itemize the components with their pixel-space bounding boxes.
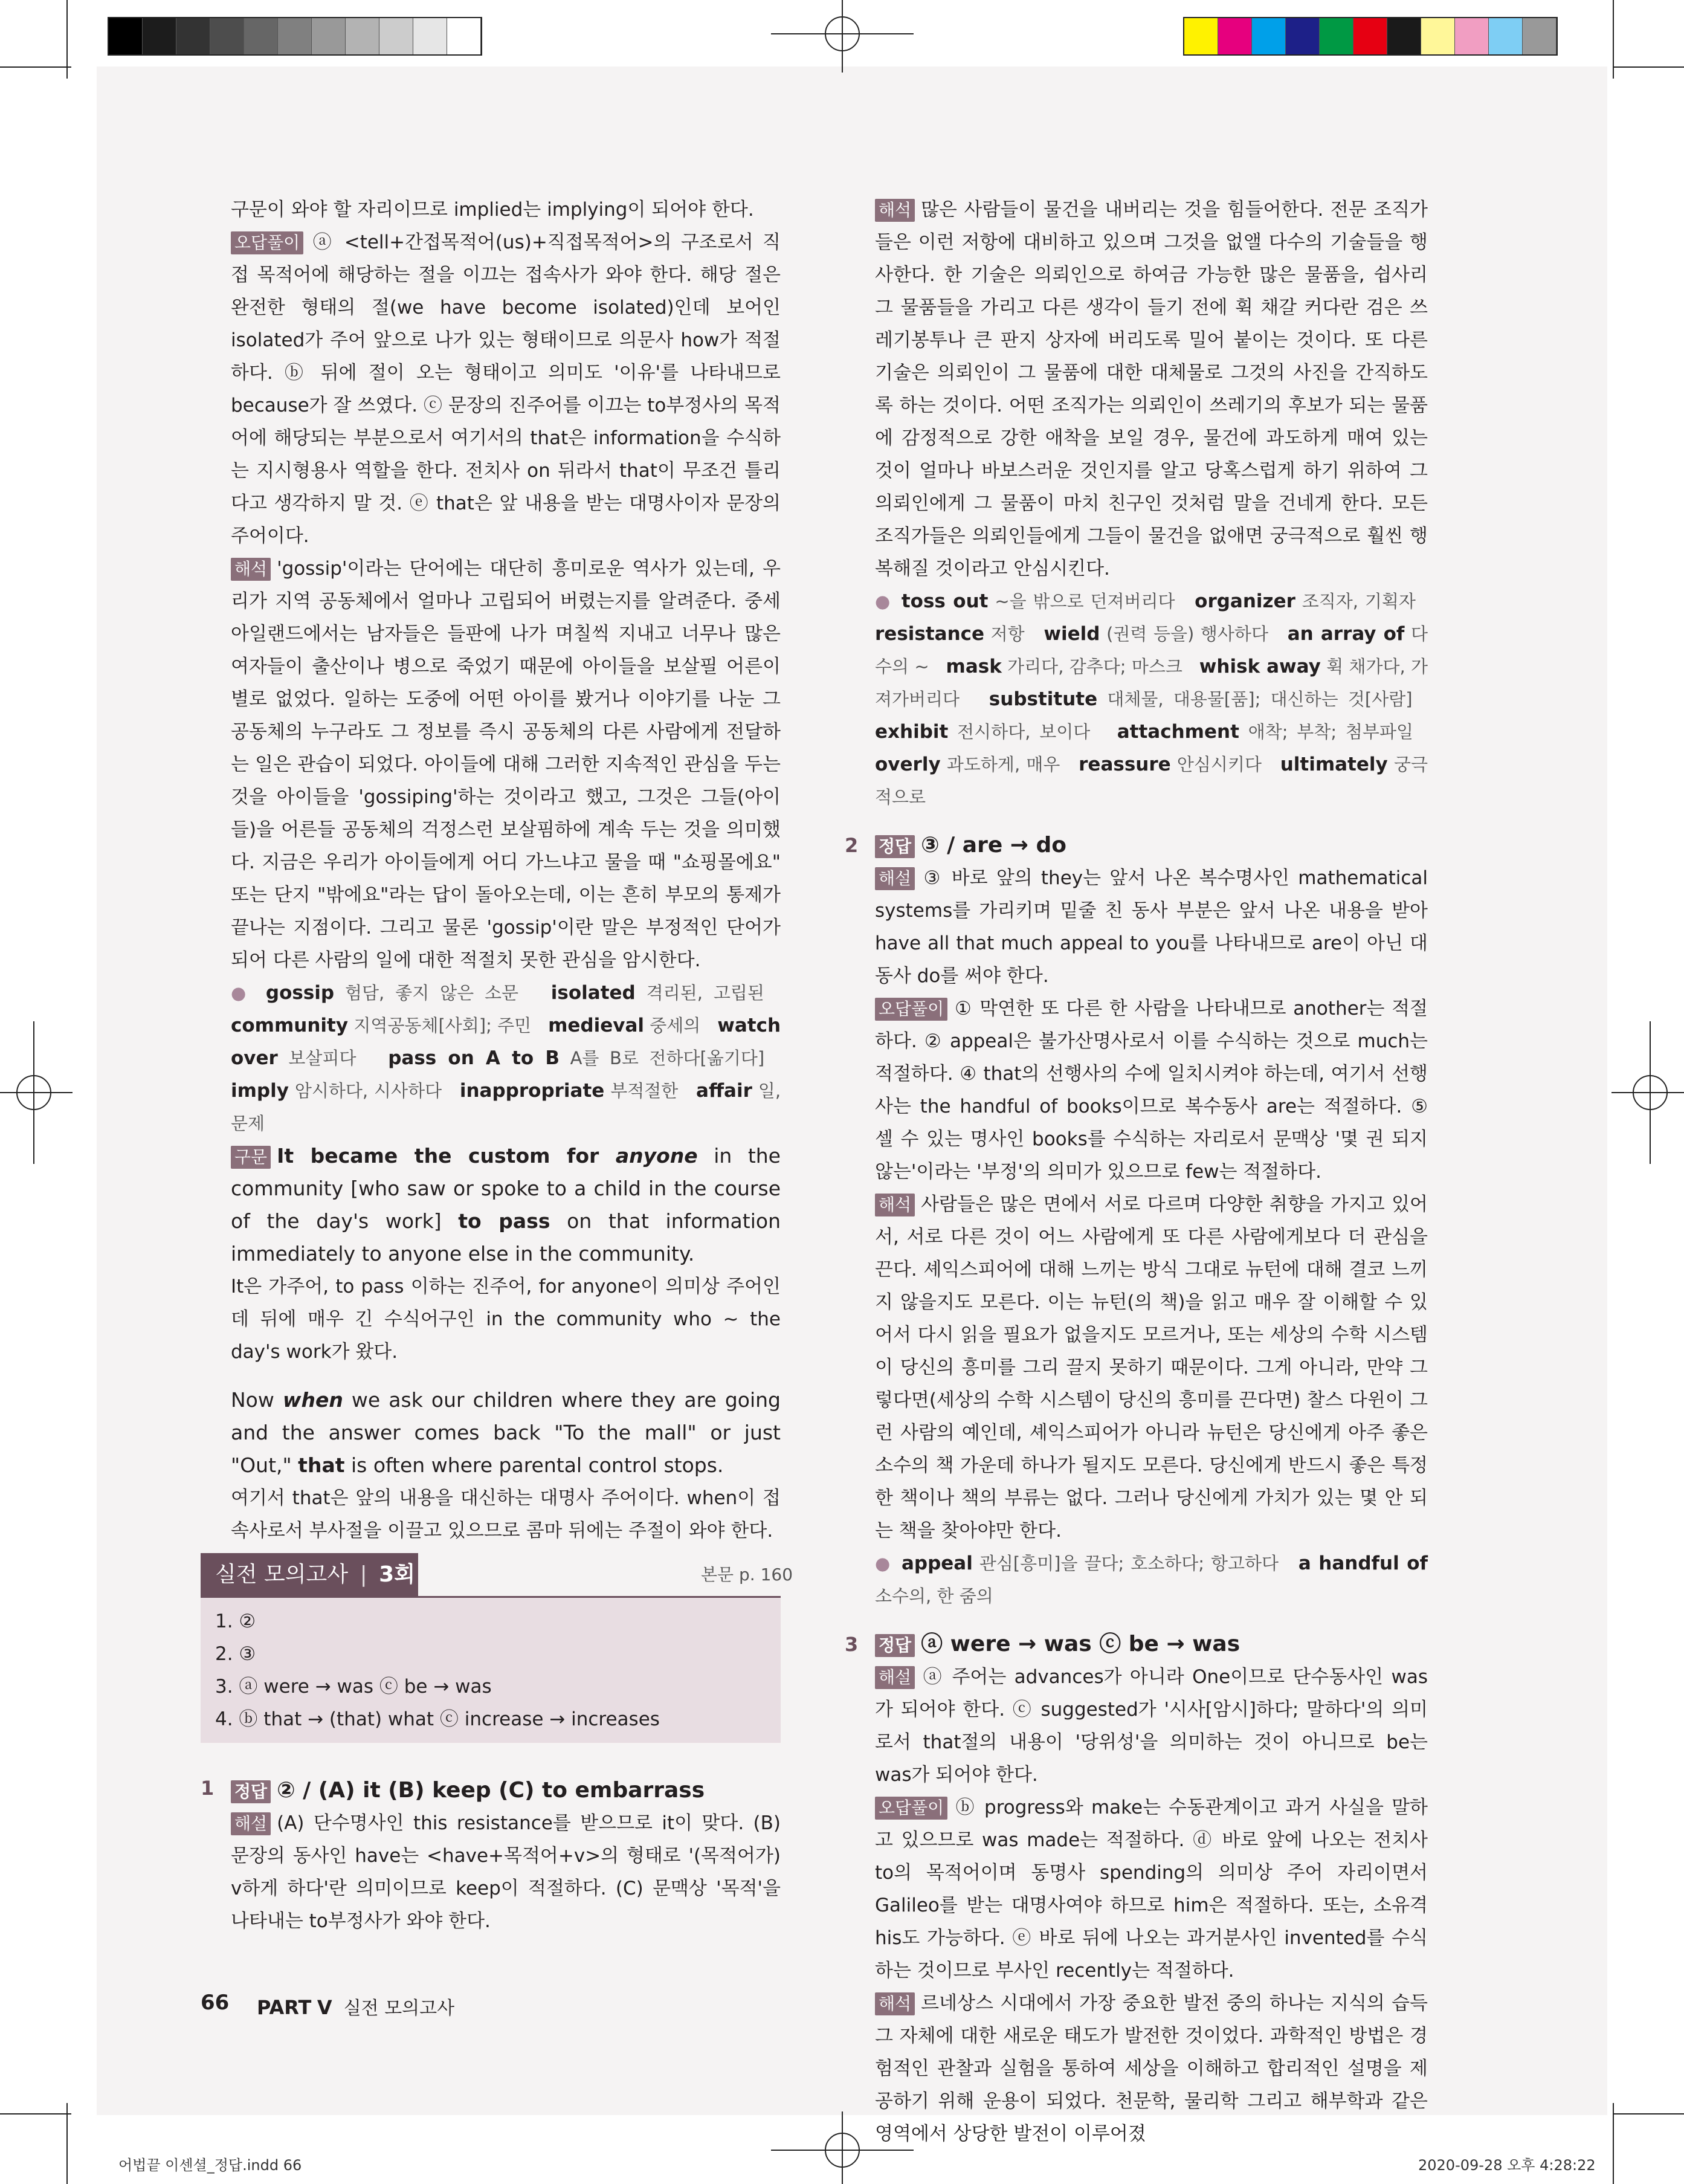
bullet-icon: ● <box>875 591 891 612</box>
registration-mark-left <box>0 1021 73 1164</box>
vocabulary-list <box>231 977 781 1140</box>
paragraph-continuation: 구문이 와야 할 자리이므로 implied는 implying이 되어야 한다. <box>231 199 754 221</box>
color-swatch <box>176 18 210 54</box>
translation-text: 'gossip'이라는 단어에는 대단히 흥미로운 역사가 있는데, 우리가 지역 공동체에서 얼마나 고립되어 버렸는지를 알려준다. 중세 아일랜드에서는 남자들은 들판에 나가 며칠씩 지내고 너무나 많은 여자들이 출산이나 병으로 죽었기 때문에 아이들을 보살필 어른이 별로 없었다. 일하는 도중에 어떤 아이를 봤거나 이야기를 나눈 그 공동체의 누구라도 그 정보를 즉시 공동체의 다른 사람에게 전달하는 일은 관습이 되었다. 아이들에 대해 그러한 지속적인 관심을 두는 것을 아이들을 'gossiping'하는 것이라고 했고, 그것은 그들(아이들)을 어른들 공동체의 걱정스런 보살핌하에 계속 두는 것을 의미했다. 지금은 우리가 아이들에게 어디 가느냐고 물을 때 "쇼핑몰에요" 또는 단지 "밖에요"라는 답이 돌아오는데, 이는 흔히 부모의 통제가 끝나는 지점이다. 그리고 물론 'gossip'이란 말은 부정적인 단어가 되어 다른 사람의 일에 대한 적절치 못한 관심을 암시한다. <box>231 558 781 971</box>
vocab-entry: appeal 관심[흥미]을 끌다; 호소하다; 항고하다 <box>901 1552 1279 1574</box>
syntax-sentence: 구문 It became the custom for anyone in the community [who saw or spoke to a child in the course of the day's work] to pass on that information immediately to anyone else in the community. <box>231 1144 781 1265</box>
test-box-header <box>201 1553 418 1597</box>
color-swatch <box>1252 18 1286 54</box>
vocab-entry: reassure 안심시키다 <box>1079 754 1262 775</box>
color-swatch <box>244 18 278 54</box>
color-swatch <box>109 18 143 54</box>
color-swatch <box>1421 18 1455 54</box>
vocab-entry: attachment 애착; 부착; 첨부파일 <box>1117 721 1413 743</box>
crop-mark <box>1613 0 1614 79</box>
answer-item: 4. ⓑ that → (that) what ⓒ increase → increases <box>215 1708 660 1730</box>
answer-text: ⓐ were → was ⓒ be → was <box>921 1632 1240 1656</box>
vocab-entry: mask 가리다, 감추다; 마스크 <box>946 656 1182 677</box>
vocab-entry: ultimately 궁극적으로 <box>875 754 1428 807</box>
translation-paragraph: 해석 르네상스 시대에서 가장 중요한 발전 중의 하나는 지식의 습득 그 자체에 대한 새로운 태도가 발전한 것이었다. 과학적인 방법은 경험적인 관찰과 실험을 통하여 세상을 이해하고 합리적인 설명을 제공하기 위해 운용이 되었다. 천문학, 물리학 그리고 해부학과 같은 영역에서 상당한 발전이 이루어졌 <box>875 1992 1428 2145</box>
color-swatch <box>1320 18 1353 54</box>
wrong-answer-tag: 오답풀이 <box>875 998 947 1021</box>
color-swatch <box>143 18 176 54</box>
question-number: 1 <box>201 1777 215 1800</box>
vocab-entry: exhibit 전시하다, 보이다 <box>875 721 1091 743</box>
question-1-block <box>231 1774 781 1937</box>
vocab-entry: overly 과도하게, 매우 <box>875 754 1060 775</box>
answer-tag: 정답 <box>875 835 915 858</box>
vocab-entry: imply 암시하다, 시사하다 <box>231 1080 442 1102</box>
answer-line <box>845 1628 1428 1661</box>
vocab-entry: watch over 보살피다 <box>231 1015 781 1069</box>
vocab-entry: isolated 격리된, 고립된 <box>550 982 764 1004</box>
wrong-answer-explanation: 오답풀이 ⓑ progress와 make는 수동관계이고 과거 사실을 말하고 있으므로 was made는 적절하다. ⓓ 바로 앞에 나오는 전치사 to의 목적어이며 동명사 spending의 의미상 주어 자리이면서 Galileo를 받는 대명사여야 하므로 him은 적절하다. 또는, 소유격 his도 가능하다. ⓔ 바로 뒤에 나오는 과거분사인 invented를 수식하는 것이므로 부사인 recently는 적절하다. <box>875 1797 1428 1982</box>
color-swatch <box>1387 18 1421 54</box>
vocab-entry: an array of 다수의 ~ <box>875 623 1428 677</box>
page-reference: 본문 p. 160 <box>701 1565 793 1585</box>
question-number: 3 <box>845 1633 859 1656</box>
color-swatch <box>210 18 244 54</box>
answer-text: ③ / are → do <box>921 833 1066 858</box>
explanation-paragraph: 해설 (A) 단수명사인 this resistance를 받으므로 it이 맞다. (B) 문장의 동사인 have는 <have+목적어+v>의 형태로 '(목적어가) v하게 하다'란 의미이므로 keep이 적절하다. (C) 문맥상 '목적'을 나타내는 to부정사가 와야 한다. <box>231 1812 781 1932</box>
color-swatch <box>1523 18 1557 54</box>
crop-mark <box>1613 2103 1614 2184</box>
answer-item: 1. ② <box>215 1611 256 1632</box>
color-swatch <box>1455 18 1489 54</box>
vocab-entry: affair 일, 문제 <box>231 1080 781 1134</box>
answer-text: ② / (A) it (B) keep (C) to embarrass <box>277 1778 705 1803</box>
answer-tag: 정답 <box>875 1634 915 1657</box>
left-column <box>231 193 781 1547</box>
color-swatch <box>447 18 481 54</box>
registration-mark-top <box>771 0 914 73</box>
explanation-paragraph: 해설 ③ 바로 앞의 they는 앞서 나온 복수명사인 mathematical systems를 가리키며 밑줄 친 동사 부분은 앞서 나온 내용을 받아 have all that much appeal to you를 나타내므로 are이 아닌 대동사 do를 써야 한다. <box>875 867 1428 987</box>
translation-tag: 해석 <box>875 1992 915 2015</box>
part-label: PART V 실전 모의고사 <box>257 1996 455 2019</box>
color-swatch <box>379 18 413 54</box>
vocab-entry: wield (권력 등을) 행사하다 <box>1044 623 1268 645</box>
crop-mark <box>0 2113 71 2115</box>
test-number: 3회 <box>379 1562 415 1587</box>
vocabulary-list <box>875 585 1428 813</box>
vocab-entry: toss out ~을 밖으로 던져버리다 <box>901 590 1175 612</box>
vocab-entry: substitute 대체물, 대용물[품]; 대신하는 것[사람] <box>989 688 1413 710</box>
bullet-icon: ● <box>231 983 251 1003</box>
color-swatch <box>413 18 447 54</box>
answer-summary-box <box>201 1598 781 1743</box>
explanation-paragraph: 해설 ⓐ 주어는 advances가 아니라 One이므로 단수동사인 was가 되어야 한다. ⓒ suggested가 '시사[암시]하다; 말하다'의 의미로서 that절의 내용이 '당위성'을 의미하는 것이 아니므로 be는 was가 되어야 한다. <box>875 1666 1428 1786</box>
crop-mark <box>1613 66 1684 68</box>
file-slug: 어법끝 이센셜_정답.indd 66 <box>118 2157 302 2174</box>
color-swatch <box>1489 18 1523 54</box>
color-swatch <box>1353 18 1387 54</box>
wrong-answer-text: ⓐ <tell+간접목적어(us)+직접목적어>의 구조로서 직접 목적어에 해당하는 절을 이끄는 접속사가 와야 한다. 해당 절은 완전한 형태의 절(we have become isolated)인데 보어인 isolated가 주어 앞으로 나가 있는 형태이므로 의문사 how가 적절하다. ⓑ 뒤에 절이 오는 형태이고 의미도 '이유'를 나타내므로 because가 잘 쓰였다. ⓒ 문장의 진주어를 이끄는 to부정사의 목적어에 해당되는 부분으로서 여기서의 that은 information을 수식하는 지시형용사 역할을 한다. 전치사 on 뒤라서 that이 무조건 틀리다고 생각하지 말 것. ⓔ that은 앞 내용을 받는 대명사이자 문장의 주어이다. <box>231 231 781 547</box>
print-timestamp: 2020-09-28 오후 4:28:22 <box>1418 2157 1596 2174</box>
vocab-entry: a handful of 소수의, 한 줌의 <box>875 1552 1428 1606</box>
answer-item: 3. ⓐ were → was ⓒ be → was <box>215 1676 492 1698</box>
crop-mark <box>1613 2113 1684 2115</box>
color-swatch <box>278 18 312 54</box>
color-swatch <box>312 18 346 54</box>
vocab-entry: pass on A to B A를 B로 전하다[옮기다] <box>388 1047 765 1069</box>
vocab-entry: whisk away 휙 채가다, 가져가버리다 <box>875 656 1428 709</box>
vocab-entry: medieval 중세의 <box>548 1015 701 1036</box>
bullet-icon: ● <box>875 1553 892 1574</box>
answer-line <box>845 829 1428 862</box>
syntax-tag: 구문 <box>231 1146 271 1169</box>
translation-paragraph: 해석 사람들은 많은 면에서 서로 다르며 다양한 취향을 가지고 있어서, 서로 다른 것이 어느 사람에게 또 다른 사람에게보다 더 관심을 끈다. 셰익스피어에 대해 느끼는 방식 그대로 뉴턴에 대해 결코 느끼지 않을지도 모른다. 이는 뉴턴(의 책)을 읽고 매우 잘 이해할 수 있어서 다시 읽을 필요가 없을지도 모르거나, 또는 세상의 수학 시스템이 당신의 흥미를 그리 끌지 못하기 때문이다. 그게 아니라, 만약 그렇다면(세상의 수학 시스템이 당신의 흥미를 끈다면) 찰스 다윈이 그런 사람의 예인데, 셰익스피어가 아니라 뉴턴은 당신에게 아주 좋은 소수의 책 가운데 하나가 될지도 모른다. 당신에게 반드시 좋은 특정한 책이나 책의 부류는 없다. 그러나 당신에게 가치가 있는 몇 안 되는 책을 찾아야만 한다. <box>875 1194 1428 1542</box>
color-swatch <box>346 18 379 54</box>
translation-tag: 해석 <box>231 558 271 581</box>
test-title: 실전 모의고사 <box>215 1562 349 1587</box>
wrong-answer-explanation: 오답풀이 ① 막연한 또 다른 한 사람을 나타내므로 another는 적절하다. ② appeal은 불가산명사로서 이를 수식하는 것으로 much는 적절하다. ④ that의 선행사의 수에 일치시켜야 하는데, 여기서 선행사는 the handful of books이므로 복수동사 are는 적절하다. ⑤ 셀 수 있는 명사인 books를 수식하는 자리로서 문맥상 '몇 권 되지 않는'이라는 '부정'의 의미가 있으므로 few는 적절하다. <box>875 998 1428 1183</box>
vocab-entry: inappropriate 부적절한 <box>459 1080 679 1102</box>
vocab-entry: resistance 저항 <box>875 623 1025 645</box>
color-swatch <box>1218 18 1252 54</box>
gray-swatch-bar <box>108 17 482 56</box>
wrong-answer-tag: 오답풀이 <box>875 1797 947 1820</box>
crop-mark <box>0 66 71 68</box>
color-swatch-bar <box>1183 17 1558 56</box>
translation-tag: 해석 <box>875 199 915 222</box>
syntax-explanation: It은 가주어, to pass 이하는 진주어, for anyone이 의미상 주어인데 뒤에 매우 긴 수식어구인 in the community who ~ the day's work가 왔다. <box>231 1276 781 1363</box>
wrong-answer-tag: 오답풀이 <box>231 231 303 254</box>
syntax-sentence-2: Now when we ask our children where they are going and the answer comes back "To the mall" or just "Out," that is often where parental control stops. <box>231 1388 781 1477</box>
explanation-tag: 해설 <box>231 1812 271 1835</box>
crop-mark <box>66 0 68 79</box>
translation-tag: 해석 <box>875 1194 915 1216</box>
page-number: 66 <box>201 1991 230 2015</box>
right-column <box>845 193 1428 2150</box>
translation-paragraph: 해석 많은 사람들이 물건을 내버리는 것을 힘들어한다. 전문 조직가들은 이런 저항에 대비하고 있으며 그것을 없앨 다수의 기술들을 행사한다. 한 기술은 의뢰인으로 하여금 가능한 많은 물품을, 쉽사리 그 물품들을 가리고 다른 생각이 들기 전에 휙 채갈 커다란 검은 쓰레기봉투나 큰 판지 상자에 버리도록 밀어 붙이는 것이다. 또 다른 기술은 의뢰인이 그 물품에 대한 대체물로 그것의 사진을 간직하도록 하는 것이다. 어떤 조직가는 의뢰인이 쓰레기의 후보가 되는 물품에 감정적으로 강한 애착을 보일 경우, 물건에 과도하게 매여 있는 것이 얼마나 바보스러운 것인지를 알고 당혹스럽게 하기 위하여 그 의뢰인에게 그 물품이 마치 친구인 것처럼 말을 건네게 한다. 모든 조직가들은 의뢰인들에게 그들이 물건을 없애면 궁극적으로 훨씬 행복해질 것이라고 안심시킨다. <box>875 199 1428 580</box>
answer-item: 2. ③ <box>215 1643 256 1665</box>
translation-paragraph <box>231 552 781 977</box>
answer-line <box>231 1774 781 1807</box>
vocab-entry: organizer 조직자, 기획자 <box>1195 590 1416 612</box>
vocabulary-list <box>875 1547 1428 1612</box>
color-swatch <box>1286 18 1320 54</box>
syntax-explanation-2: 여기서 that은 앞의 내용을 대신하는 대명사 주어이다. when이 접속사로서 부사절을 이끌고 있으므로 콤마 뒤에는 주절이 와야 한다. <box>231 1487 781 1542</box>
color-swatch <box>1184 18 1218 54</box>
title-divider: | <box>360 1562 367 1587</box>
crop-mark <box>66 2103 68 2184</box>
vocab-entry: gossip 험담, 좋지 않은 소문 <box>265 982 519 1004</box>
answer-tag: 정답 <box>231 1780 271 1803</box>
wrong-answer-explanation <box>231 226 781 552</box>
explanation-tag: 해설 <box>875 867 915 890</box>
explanation-tag: 해설 <box>875 1666 915 1689</box>
question-number: 2 <box>845 834 859 857</box>
vocab-entry: community 지역공동체[사회]; 주민 <box>231 1015 532 1036</box>
registration-mark-right <box>1611 1021 1684 1164</box>
